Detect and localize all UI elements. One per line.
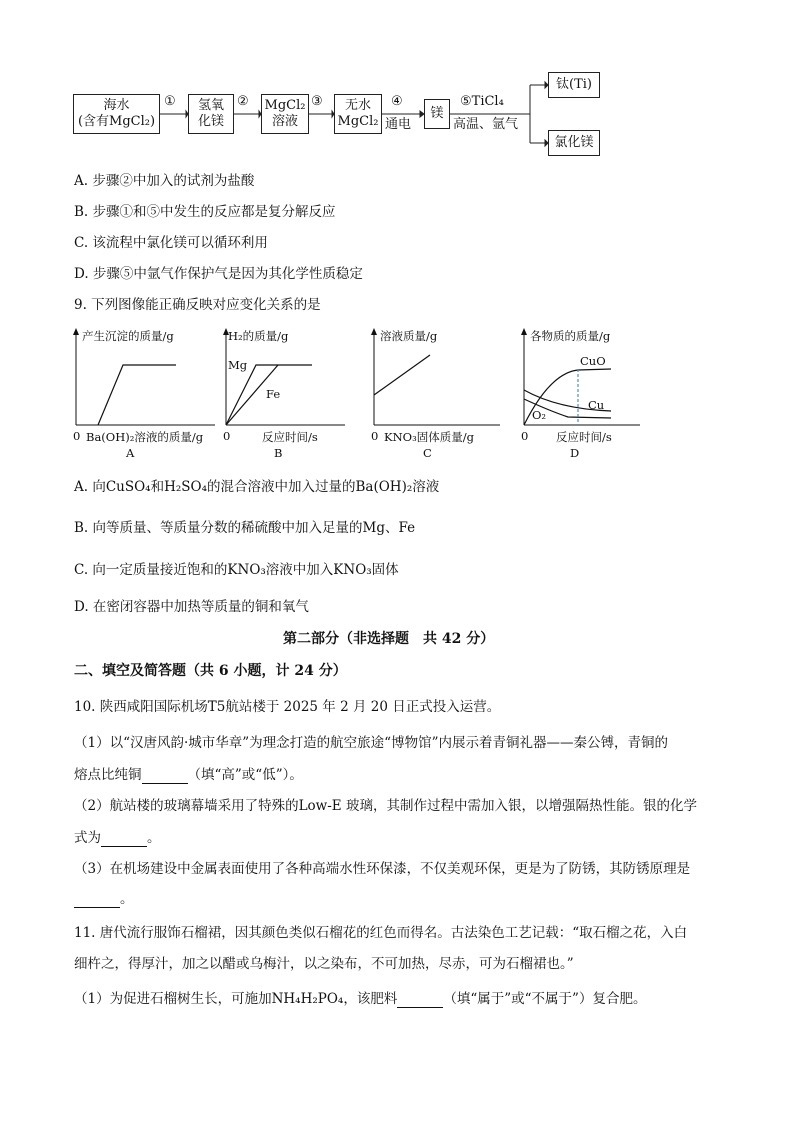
step4-label: ④ bbox=[391, 94, 403, 109]
chart-b-tag: B bbox=[274, 446, 283, 460]
q11-stem-line1: 11. 唐代流行服饰石榴裙，因其颜色类似石榴花的红色而得名。古法染色工艺记载：“取石榴之花，入白 bbox=[74, 925, 688, 941]
chart-c-tag: C bbox=[423, 446, 432, 460]
step5-condition: 高温、氩气 bbox=[453, 117, 519, 132]
q8-option-c: C. 该流程中氯化镁可以循环利用 bbox=[74, 235, 268, 251]
chart-d-tag: D bbox=[570, 446, 580, 460]
q10-part3-line2 bbox=[74, 890, 134, 908]
magnesium-label: 镁 bbox=[430, 106, 444, 121]
step1-label: ① bbox=[164, 94, 176, 109]
q10-part2-blank[interactable] bbox=[101, 832, 147, 847]
q10-part2-line1: （2）航站楼的玻璃幕墙采用了特殊的Low-E 玻璃，其制作过程中需加入银，以增强隔热性能。银的化学 bbox=[74, 798, 697, 814]
chart-a-y-arrow bbox=[73, 328, 79, 335]
chart-c bbox=[360, 325, 505, 460]
q10-stem: 10. 陕西咸阳国际机场T5航站楼于 2025 年 2 月 20 日正式投入运营。 bbox=[74, 699, 501, 715]
chart-b-origin: 0 bbox=[223, 429, 231, 443]
anhydrous-label-1: 无水 bbox=[344, 98, 371, 113]
q9-option-b: B. 向等质量、等质量分数的稀硫酸中加入足量的Mg、Fe bbox=[74, 520, 416, 536]
chart-b bbox=[210, 325, 350, 460]
q9-option-d: D. 在密闭容器中加热等质量的铜和氧气 bbox=[74, 599, 309, 615]
q10-part2-pre: 式为 bbox=[74, 830, 101, 846]
chart-a-series-line bbox=[98, 365, 176, 425]
q11-part1-blank[interactable] bbox=[397, 993, 443, 1008]
step2-label: ② bbox=[237, 94, 249, 109]
q10-part1-post: （填“高”或“低”）。 bbox=[187, 767, 303, 783]
magnesium-chloride-label: 氯化镁 bbox=[554, 135, 594, 150]
titanium-label: 钛(Ti) bbox=[556, 77, 592, 92]
chart-d bbox=[510, 325, 645, 460]
chart-a bbox=[60, 325, 220, 460]
chart-c-series-line bbox=[374, 355, 430, 395]
chart-a-tag: A bbox=[126, 446, 135, 460]
chart-d-ylabel: 各物质的质量/g bbox=[530, 329, 611, 343]
q10-part1-line1: （1）以“汉唐风韵·城市华章”为理念打造的航空旅途“博物馆”内展示着青铜礼器——秦公镈，青铜的 bbox=[74, 735, 668, 751]
chart-c-ylabel: 溶液质量/g bbox=[380, 329, 438, 343]
chart-d-cu-label: Cu bbox=[588, 398, 605, 412]
chart-d-cuo-label: CuO bbox=[580, 354, 606, 368]
q10-part1-pre: 熔点比纯铜 bbox=[74, 767, 142, 783]
q9-option-a: A. 向CuSO₄和H₂SO₄的混合溶液中加入过量的Ba(OH)₂溶液 bbox=[74, 479, 440, 495]
mgoh2-label-1: 氢氧 bbox=[197, 98, 224, 113]
q9-stem: 9. 下列图像能正确反映对应变化关系的是 bbox=[74, 297, 321, 313]
section2-title: 二、填空及简答题（共 6 小题，计 24 分） bbox=[74, 663, 347, 679]
chart-d-xlabel: 反应时间/s bbox=[556, 430, 612, 444]
chart-a-origin: 0 bbox=[73, 429, 81, 443]
chart-c-origin: 0 bbox=[371, 429, 379, 443]
chart-d-y-arrow bbox=[521, 328, 527, 335]
seawater-label: 海水 bbox=[103, 98, 130, 113]
chart-d-o2-label: O₂ bbox=[532, 408, 547, 422]
chart-d-origin: 0 bbox=[521, 429, 529, 443]
q11-part1-pre: （1）为促进石榴树生长，可施加NH₄H₂PO₄，该肥料 bbox=[74, 991, 398, 1007]
q10-part3-blank[interactable] bbox=[74, 893, 120, 908]
mgoh2-label-2: 化镁 bbox=[197, 114, 224, 129]
q8-option-d: D. 步骤⑤中氩气作保护气是因为其化学性质稳定 bbox=[74, 266, 363, 282]
chart-b-fe-label: Fe bbox=[266, 387, 281, 401]
flow-arrows bbox=[0, 60, 620, 170]
q8-option-b: B. 步骤①和⑤中发生的反应都是复分解反应 bbox=[74, 204, 336, 220]
mgcl2-solution-label-1: MgCl₂ bbox=[264, 98, 306, 113]
step3-label: ③ bbox=[311, 94, 323, 109]
q9-option-c: C. 向一定质量接近饱和的KNO₃溶液中加入KNO₃固体 bbox=[74, 562, 399, 578]
chart-b-ylabel: H₂的质量/g bbox=[228, 329, 289, 343]
seawater-sub-label: (含有MgCl₂) bbox=[77, 114, 156, 129]
mgcl2-solution-label-2: 溶液 bbox=[271, 114, 298, 129]
step5-label: ⑤TiCl₄ bbox=[460, 94, 504, 109]
part2-title: 第二部分（非选择题 共 42 分） bbox=[283, 631, 495, 647]
step4-condition: 通电 bbox=[385, 117, 412, 132]
chart-b-xlabel: 反应时间/s bbox=[262, 430, 318, 444]
q10-part2-line2 bbox=[74, 829, 161, 847]
q10-part3-post: 。 bbox=[120, 891, 134, 907]
chart-c-y-arrow bbox=[371, 328, 377, 335]
q10-part2-post: 。 bbox=[147, 830, 161, 846]
q10-part1-blank[interactable] bbox=[142, 769, 188, 784]
anhydrous-label-2: MgCl₂ bbox=[337, 114, 379, 129]
q11-part1 bbox=[74, 990, 646, 1008]
q10-part1-line2 bbox=[74, 766, 303, 784]
q11-stem-line2: 细杵之，得厚汁，加之以醋或乌梅汁，以之染布，不可加热，尽赤，可为石榴裙也。” bbox=[74, 956, 574, 972]
chart-a-xlabel: Ba(OH)₂溶液的质量/g bbox=[86, 430, 204, 444]
q11-part1-post: （填“属于”或“不属于”）复合肥。 bbox=[443, 991, 647, 1007]
chart-b-mg-label: Mg bbox=[228, 358, 248, 372]
chart-c-xlabel: KNO₃固体质量/g bbox=[384, 430, 474, 444]
q8-option-a: A. 步骤②中加入的试剂为盐酸 bbox=[74, 173, 255, 189]
q10-part3-line1: （3）在机场建设中金属表面使用了各种高端水性环保漆，不仅美观环保，更是为了防锈，其防锈原理是 bbox=[74, 861, 691, 877]
chart-a-ylabel: 产生沉淀的质量/g bbox=[82, 329, 174, 343]
